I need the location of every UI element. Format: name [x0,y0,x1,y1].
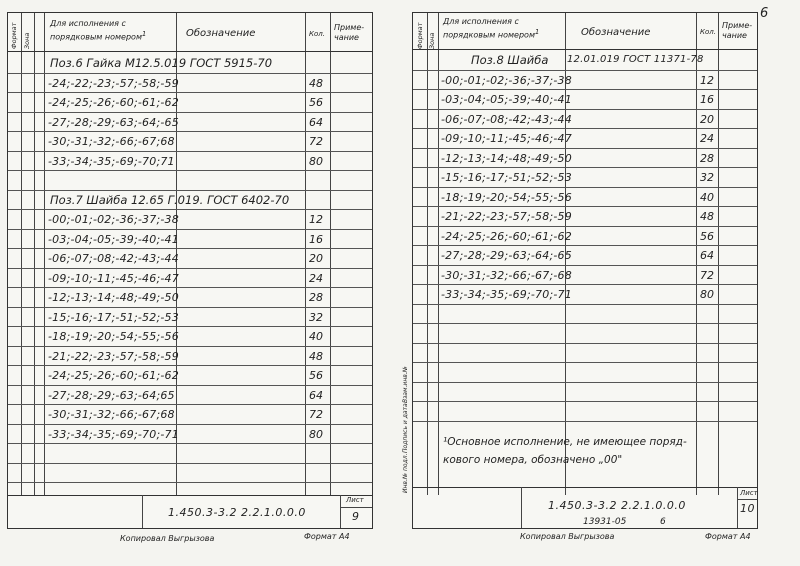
row-line [8,151,372,152]
col-format-header: Формат [416,22,424,49]
table-row-qty: 16 [309,232,323,246]
sheet-label: Лист [346,496,364,504]
col-note-header: Приме-чание [722,21,753,40]
table-row-exec: -27;-28;-29;-63;-64;-65 [441,249,572,262]
row-line [8,463,372,464]
table-row-exec: -21;-22;-23;-57;-58;-59 [48,349,179,363]
row-line [413,304,757,305]
col-designation-header: Обозначение [581,27,651,38]
table-row-qty: 28 [309,291,323,304]
row-line [413,284,757,285]
row-line [8,443,372,444]
table-row-exec: -09;-10;-11;-45;-46;-47 [441,132,572,145]
side-label-replace: Взам.инв.№ [402,366,409,403]
row-line [8,131,372,132]
table-row-qty: 12 [309,213,323,226]
table-row-exec: -18;-19;-20;-54;-55;-56 [48,330,179,343]
table-row-exec: -03;-04;-05;-39;-40;-41 [441,93,572,106]
row-line [8,307,372,308]
row-line [413,109,757,110]
row-line [8,92,372,93]
row-line [8,248,372,249]
grid-line [737,487,738,528]
header-separator [8,51,372,52]
grid-line [718,13,719,495]
row-line [413,167,757,168]
right-footer-format: Формат А4 [705,532,751,541]
table-row-qty: 20 [309,252,323,265]
table-row-qty: 64 [700,249,714,262]
row-line [413,226,757,227]
row-line [8,346,372,347]
row-line [413,70,757,71]
row-line [413,128,757,129]
table-row-qty: 12 [700,73,714,87]
table-row-exec: -12;-13;-14;-48;-49;-50 [441,151,572,165]
row-line [413,206,757,207]
doc-number: 1.450.3-3.2 2.2.1.0.0.0 [168,506,306,519]
header-separator [413,49,757,50]
row-line [413,323,757,324]
row-line [8,73,372,74]
table-row-exec: -06;-07;-08;-42;-43;-44 [48,252,179,265]
col-exec-header [443,17,561,41]
group-designation: 12.01.019 ГОСТ 11371-78 [567,54,704,65]
table-row-exec: -33;-34;-35;-69;-70;71 [48,154,175,168]
row-line [413,148,757,149]
table-row-qty: 80 [700,288,714,301]
side-label-sign: Подпись и дата [402,403,409,453]
table-row-exec: -06;-07;-08;-42;-43;-44 [441,112,572,126]
col-exec-header [50,19,172,43]
table-row-exec: -30;-31;-32;-66;-67;68 [48,408,175,421]
table-row-exec: -15;-16;-17;-51;-52;-53 [441,171,572,184]
table-row-qty: 72 [309,135,323,148]
table-row-exec: -15;-16;-17;-51;-52;-53 [48,310,179,324]
table-row-qty: 56 [309,369,323,382]
table-row-exec: -27;-28;-29;-63;-64;-65 [48,115,179,129]
table-row-qty: 56 [700,229,714,243]
table-row-exec: -30;-31;-32;-66;-67;68 [48,135,175,148]
col-qty-header: Кол. [700,28,716,36]
grid-line [521,487,522,528]
table-row-exec: -30;-31;-32;-66;-67;-68 [441,268,572,282]
table-row-exec: -03;-04;-05;-39;-40;-41 [48,232,179,246]
col-exec-text: Для исполнения с порядковым номером [50,19,142,42]
footnote-mark: 1 [141,30,147,38]
table-row-exec: -21;-22;-23;-57;-58;-59 [441,210,572,223]
table-row-exec: -24;-25;-26;-60;-61;-62 [48,369,179,382]
row-line [8,365,372,366]
below-code: 13931-05 [583,517,627,527]
left-sheet [7,12,373,529]
grid-line [340,507,372,508]
table-row-qty: 64 [309,388,323,402]
row-line [413,265,757,266]
row-line [8,424,372,425]
table-row-qty: 40 [700,190,714,204]
grid-line [696,13,697,495]
row-line [8,170,372,171]
row-line [8,385,372,386]
table-row-exec: -27;-28;-29;-63;-64;65 [48,388,175,402]
col-qty-header: Кол. [309,30,325,38]
row-line [8,209,372,210]
table-row-qty: 28 [700,151,714,165]
table-row-exec: -24;-25;-26;-60;-61;-62 [441,229,572,243]
table-row-qty: 48 [309,76,323,90]
table-row-qty: 72 [700,268,714,282]
table-row-exec: -33;-34;-35;-69;-70;-71 [48,427,179,441]
row-line [8,268,372,269]
grid-line [737,499,757,500]
row-line [413,401,757,402]
page-number: 6 [760,6,769,21]
title-block-top [413,487,757,488]
table-row-qty: 64 [309,115,323,129]
row-line [413,187,757,188]
sheet-number: 10 [740,502,755,515]
grid-line [438,13,439,495]
below-num: 6 [660,517,666,527]
col-format-header: Формат [10,22,18,49]
table-row-qty: 56 [309,96,323,109]
row-line [413,421,757,422]
doc-number: 1.450.3-3.2 2.2.1.0.0.0 [548,499,686,512]
row-line [8,482,372,483]
group-title: Поз.8 Шайба [471,53,549,67]
row-line [8,326,372,327]
left-footer-format: Формат А4 [304,532,350,541]
footnote-line-1: ¹Основное исполнение, не имеющее поряд- [443,436,687,448]
row-line [8,190,372,191]
footnote-mark: 1 [534,28,540,36]
grid-line [142,495,143,528]
table-row-qty: 48 [700,210,714,223]
col-zone-header: Зона [428,32,436,49]
col-designation-header: Обозначение [186,28,256,39]
grid-line [427,13,428,495]
table-row-qty: 32 [309,310,323,324]
col-note-header: Приме-чание [334,23,365,42]
sheet-label: Лист [740,489,758,497]
table-row-qty: 24 [309,271,323,285]
group-title: Поз.7 Шайба 12.65 Г.019. ГОСТ 6402-70 [50,192,290,207]
table-row-exec: -33;-34;-35;-69;-70;-71 [441,288,572,301]
footnote-line-2: кового номера, обозначено „00" [443,454,623,466]
col-exec-text: Для исполнения с порядковым номером [443,17,535,40]
table-row-exec: -24;-22;-23;-57;-58;-59 [48,76,179,90]
table-row-qty: 80 [309,154,323,168]
table-row-qty: 40 [309,330,323,343]
group-title: Поз.6 Гайка М12.5.019 ГОСТ 5915-70 [50,56,273,70]
table-row-qty: 20 [700,112,714,126]
row-line [413,362,757,363]
side-label-inv: Инв.№ подл. [402,453,409,493]
table-row-exec: -09;-10;-11;-45;-46;-47 [48,271,179,285]
table-row-qty: 72 [309,408,323,421]
table-row-exec: -00;-01;-02;-36;-37;-38 [48,213,179,226]
row-line [8,229,372,230]
row-line [413,245,757,246]
row-line [413,89,757,90]
grid-line [340,495,341,528]
table-row-qty: 48 [309,349,323,363]
left-footer-copied: Копировал Выгрызова [120,534,215,543]
row-line [8,287,372,288]
right-footer-copied: Копировал Выгрызова [520,532,615,541]
table-row-qty: 32 [700,171,714,184]
row-line [413,382,757,383]
row-line [413,343,757,344]
title-block-top [8,495,372,496]
table-row-exec: -00;-01;-02;-36;-37;-38 [441,73,572,87]
row-line [8,404,372,405]
table-row-qty: 80 [309,427,323,441]
row-line [8,112,372,113]
right-sheet [402,12,758,529]
table-row-exec: -12;-13;-14;-48;-49;-50 [48,291,179,304]
table-row-qty: 24 [700,132,714,145]
col-zone-header: Зона [23,32,31,49]
table-row-exec: -24;-25;-26;-60;-61;-62 [48,96,179,109]
sheet-number: 9 [352,510,360,523]
table-row-qty: 16 [700,93,714,106]
table-row-exec: -18;-19;-20;-54;-55;-56 [441,190,572,204]
